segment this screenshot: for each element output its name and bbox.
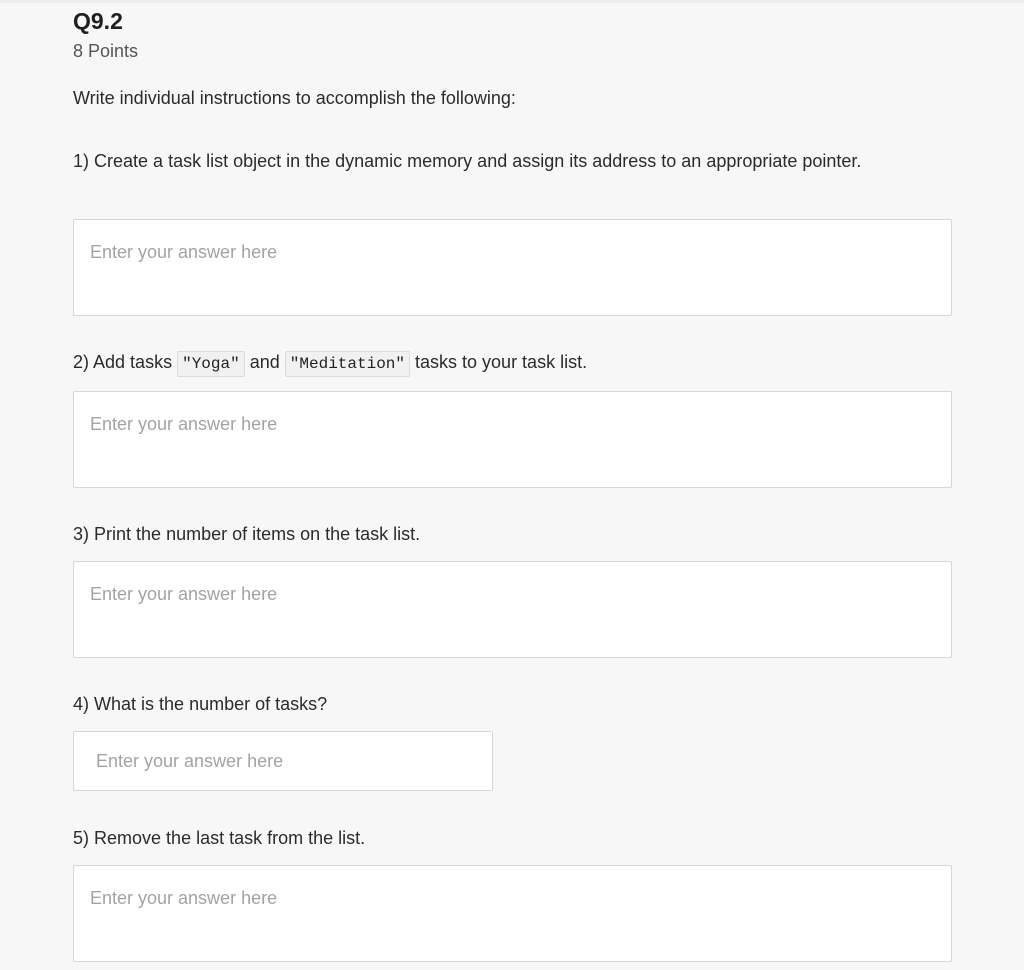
question-intro: Write individual instructions to accomplish the following:	[73, 88, 516, 108]
part-2-prompt	[73, 347, 587, 380]
part-2-text-before: Add tasks	[93, 352, 173, 372]
part-4-answer-input[interactable]	[73, 731, 493, 791]
part-4-text: What is the number of tasks?	[94, 694, 328, 714]
part-1-answer-field[interactable]	[73, 219, 952, 316]
part-4-prompt	[73, 689, 327, 720]
part-1-text: Create a task list object in the dynamic memory and assign its address to an appropriate pointer.	[94, 151, 862, 171]
part-2-text-mid: and	[249, 352, 280, 372]
part-1-number: 1)	[73, 151, 90, 171]
question-title: Q9.2	[73, 8, 123, 34]
part-3-prompt	[73, 519, 420, 550]
part-5-answer-field[interactable]	[73, 865, 952, 962]
part-3-number: 3)	[73, 524, 90, 544]
code-meditation: "Meditation"	[285, 351, 410, 377]
top-border	[0, 0, 1024, 3]
question-points: 8 Points	[73, 41, 139, 61]
part-3-text: Print the number of items on the task list.	[94, 524, 421, 544]
part-2-answer-field[interactable]	[73, 391, 952, 488]
part-2-text-after: tasks to your task list.	[415, 352, 588, 372]
code-yoga: "Yoga"	[177, 351, 245, 377]
part-5-number: 5)	[73, 828, 90, 848]
part-4-number: 4)	[73, 694, 90, 714]
part-3-answer-field[interactable]	[73, 561, 952, 658]
part-2-number: 2)	[73, 352, 90, 372]
part-5-text: Remove the last task from the list.	[94, 828, 366, 848]
part-5-prompt	[73, 823, 365, 854]
part-1-prompt	[73, 146, 933, 177]
